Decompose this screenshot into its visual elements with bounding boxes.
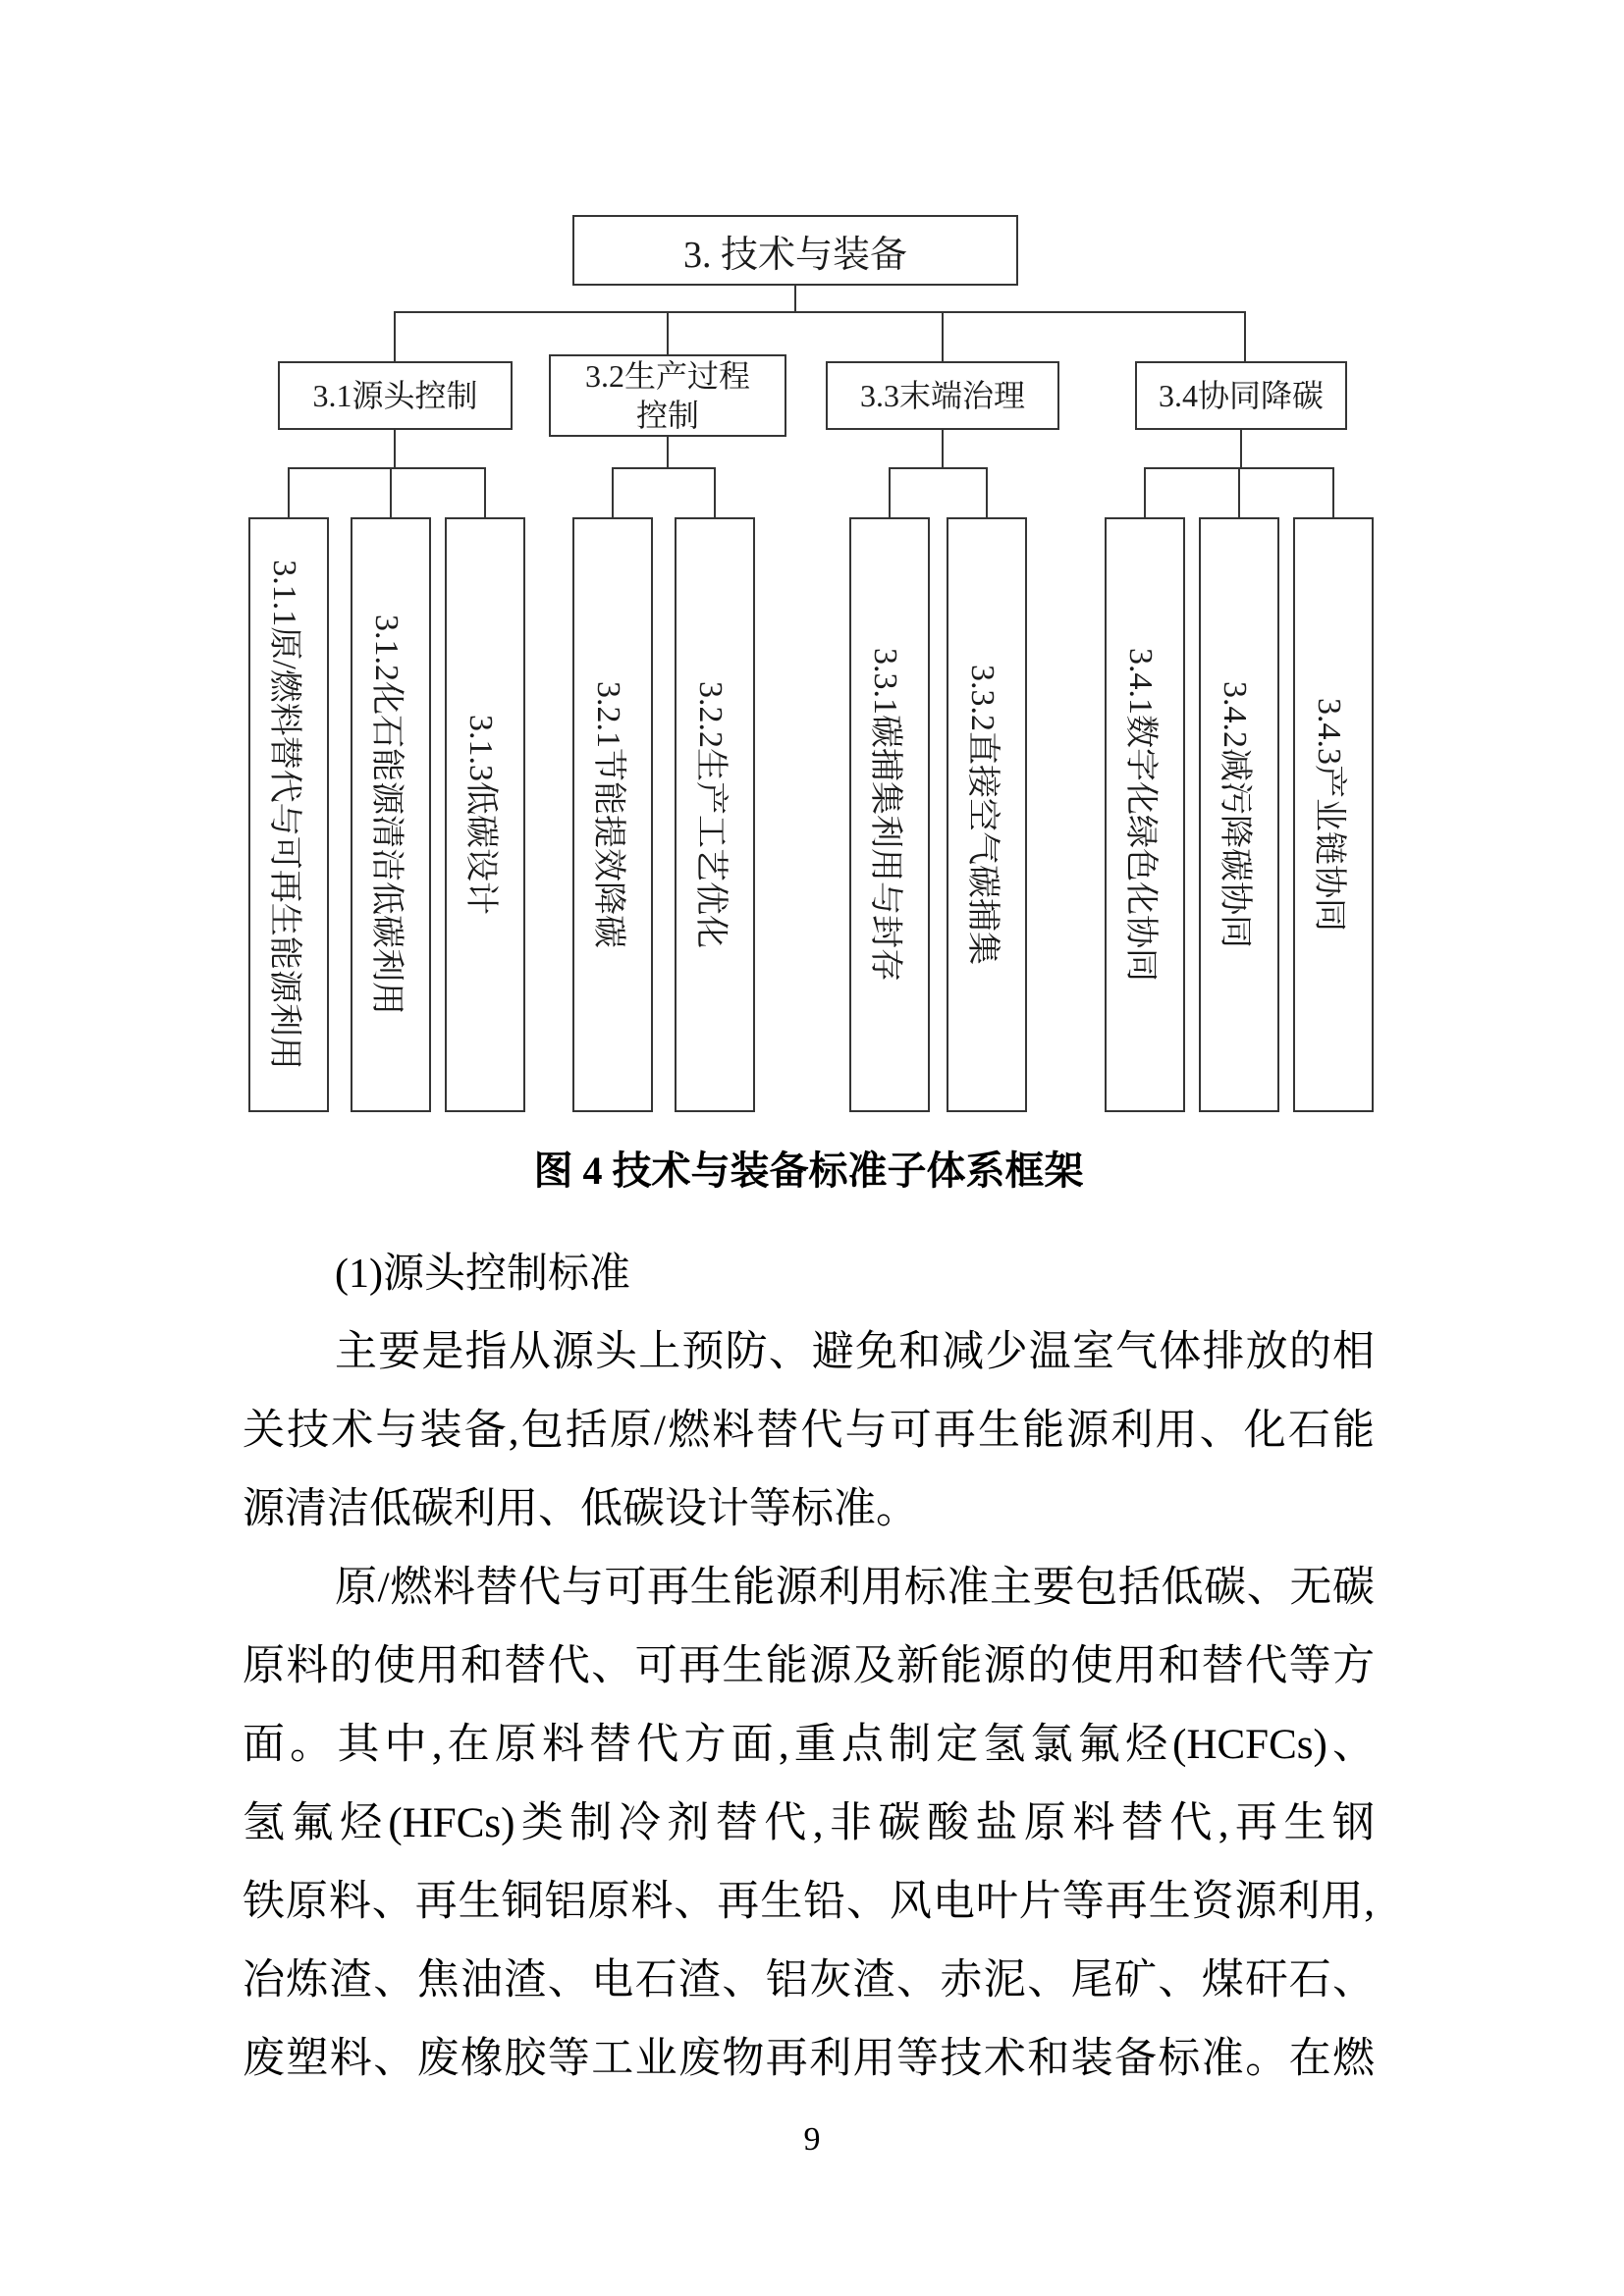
connector-line bbox=[794, 286, 796, 312]
node-leaf-3-3-2 bbox=[947, 517, 1027, 1112]
node-leaf-3-4-3 bbox=[1293, 517, 1374, 1112]
node-leaf-3-3-1 bbox=[849, 517, 930, 1112]
connector-line bbox=[288, 467, 486, 469]
node-leaf-3-4-1 bbox=[1105, 517, 1185, 1112]
node-branch-label: 3.3末端治理 bbox=[859, 378, 1025, 413]
node-leaf-label: 3.2.1节能提效降碳 bbox=[590, 681, 627, 948]
connector-line bbox=[390, 467, 392, 517]
node-leaf-label: 3.3.1碳捕集利用与封存 bbox=[867, 648, 904, 982]
node-leaf-label: 3.4.3产业链协同 bbox=[1311, 698, 1348, 932]
node-branch-3-4 bbox=[1135, 361, 1347, 430]
node-leaf-label: 3.4.2减污降碳协同 bbox=[1217, 681, 1254, 948]
connector-line bbox=[986, 467, 988, 517]
connector-line bbox=[394, 311, 396, 361]
node-leaf-label: 3.1.1原/燃料替代与可再生能源利用 bbox=[266, 560, 303, 1070]
connector-line bbox=[1244, 311, 1246, 361]
connector-line bbox=[484, 467, 486, 517]
body-line: 主要是指从源头上预防、避免和减少温室气体排放的相 bbox=[335, 1329, 1375, 1375]
connector-line bbox=[714, 467, 716, 517]
connector-line bbox=[889, 467, 988, 469]
node-branch-3-1 bbox=[278, 361, 513, 430]
body-line: 废塑料、废橡胶等工业废物再利用等技术和装备标准。在燃 bbox=[243, 2036, 1375, 2082]
body-line: 关技术与装备,包括原/燃料替代与可再生能源利用、化石能 bbox=[243, 1408, 1375, 1454]
connector-line bbox=[1332, 467, 1334, 517]
body-text bbox=[243, 1235, 1375, 2099]
connector-line bbox=[612, 467, 716, 469]
connector-line bbox=[288, 467, 290, 517]
node-leaf-3-1-2 bbox=[351, 517, 431, 1112]
node-leaf-label: 3.1.2化石能源清洁低碳利用 bbox=[368, 614, 406, 1015]
body-line: 氢氟烃(HFCs)类制冷剂替代,非碳酸盐原料替代,再生钢 bbox=[243, 1800, 1375, 1846]
node-branch-label: 3.2生产过程 bbox=[584, 358, 750, 394]
body-line: 源清洁低碳利用、低碳设计等标准。 bbox=[243, 1486, 918, 1532]
connector-line bbox=[612, 467, 614, 517]
body-line: 面。其中,在原料替代方面,重点制定氢氯氟烃(HCFCs)、 bbox=[243, 1722, 1375, 1768]
node-branch-label: 3.1源头控制 bbox=[312, 378, 478, 413]
connector-line bbox=[889, 467, 891, 517]
figure-4-diagram bbox=[0, 0, 1624, 1139]
node-leaf-label: 3.2.2生产工艺优化 bbox=[692, 681, 730, 948]
body-line: 原/燃料替代与可再生能源利用标准主要包括低碳、无碳 bbox=[335, 1565, 1375, 1611]
figure-caption: 图 4 技术与装备标准子体系框架 bbox=[533, 1148, 1084, 1193]
node-leaf-3-2-1 bbox=[572, 517, 653, 1112]
node-leaf-label: 3.4.1数字化绿色化协同 bbox=[1122, 648, 1160, 982]
connector-line bbox=[1240, 430, 1242, 469]
node-leaf-3-1-3 bbox=[445, 517, 525, 1112]
body-line: 铁原料、再生铜铝原料、再生铅、风电叶片等再生资源利用, bbox=[243, 1879, 1375, 1925]
node-leaf-label: 3.1.3低碳设计 bbox=[462, 715, 500, 915]
connector-line bbox=[394, 311, 1246, 313]
node-leaf-3-1-1 bbox=[248, 517, 329, 1112]
connector-line bbox=[667, 435, 669, 469]
node-root-label: 3. 技术与装备 bbox=[682, 234, 907, 276]
connector-line bbox=[942, 430, 944, 469]
node-branch-label: 3.4协同降碳 bbox=[1158, 378, 1324, 413]
node-branch-label: 控制 bbox=[635, 398, 699, 433]
node-root bbox=[572, 215, 1018, 286]
node-branch-3-2 bbox=[549, 354, 786, 437]
node-leaf-3-2-2 bbox=[675, 517, 755, 1112]
connector-line bbox=[1238, 467, 1240, 517]
node-leaf-label: 3.3.2直接空气碳捕集 bbox=[964, 665, 1001, 965]
page-number: 9 bbox=[803, 2121, 821, 2158]
connector-line bbox=[1144, 467, 1146, 517]
node-leaf-3-4-2 bbox=[1199, 517, 1279, 1112]
body-line: 原料的使用和替代、可再生能源及新能源的使用和替代等方 bbox=[243, 1643, 1375, 1689]
connector-line bbox=[942, 311, 944, 361]
node-branch-3-3 bbox=[826, 361, 1059, 430]
body-line: 冶炼渣、焦油渣、电石渣、铝灰渣、赤泥、尾矿、煤矸石、 bbox=[243, 1957, 1375, 2003]
section-heading: (1)源头控制标准 bbox=[335, 1252, 630, 1297]
connector-line bbox=[394, 430, 396, 469]
